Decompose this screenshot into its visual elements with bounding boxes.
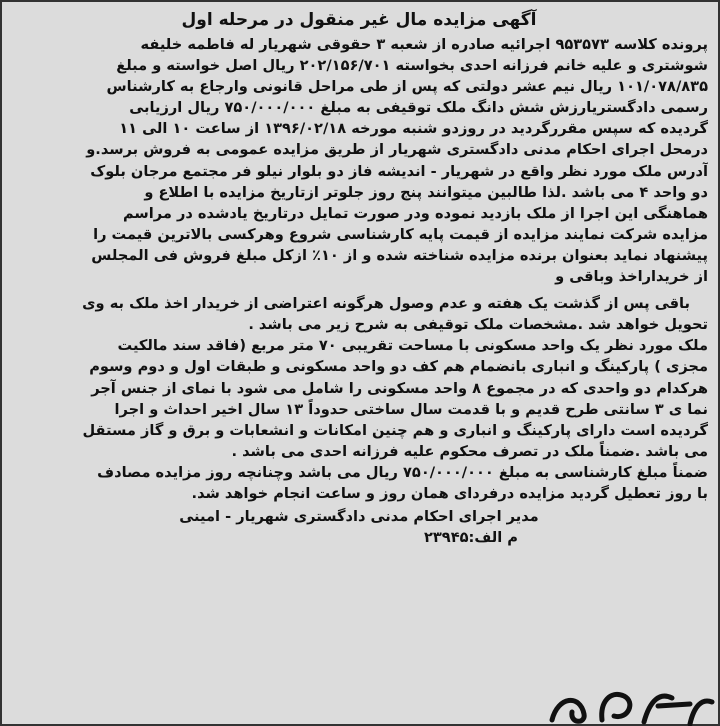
notice-line: رسمی دادگستریارزش شش دانگ ملک توقیفی به مبلغ ۷۵۰/۰۰۰/۰۰۰ ریال ارزیابی xyxy=(129,99,708,117)
notice-line: دو واحد ۴ می باشد .لذا طالبین میتوانند پنج روز جلوتر ازتاریخ مزایده با اطلاع و xyxy=(144,183,708,201)
notice-line: ضمناً مبلغ کارشناسی به مبلغ ۷۵۰/۰۰۰/۰۰۰ ریال می باشد وچنانچه روز مزایده مصادف xyxy=(97,463,708,481)
reference-number: م الف:۲۳۹۴۵ xyxy=(423,529,518,547)
notice-line: شوشتری و علیه خانم فرزانه احدی بخواسته ۲۰۲/۱۵۶/۷۰۱ ریال اصل خواسته و مبلغ xyxy=(116,57,708,75)
notice-line: از خریداراخذ وباقی و xyxy=(555,268,708,286)
notice-title: آگهی مزایده مال غیر منقول در مرحله اول xyxy=(181,10,537,30)
notice-line: مزایده شرکت نمایند مزایده از قیمت پایه کارشناسی شروع وهرکسی بالاترین قیمت را xyxy=(93,225,708,243)
notice-line: درمحل اجرای احکام مدنی دادگستری شهریار از طریق مزایده عمومی به فروش برسد.و xyxy=(86,141,708,159)
notice-line: می باشد .ضمناً ملک در تصرف محکوم علیه فرزانه احدی می باشد . xyxy=(231,442,708,460)
notice-line: پیشنهاد نماید بعنوان برنده مزایده شناخته شده و از ۱۰٪ ازکل مبلغ فروش فی المجلس xyxy=(91,246,708,264)
notice-line: تحویل خواهد شد .مشخصات ملک توقیفی به شرح زیر می باشد . xyxy=(248,316,708,334)
notice-line: هرکدام دو واحدی که در مجموع ۸ واحد مسکونی را شامل می شود با نمای از جنس آجر xyxy=(91,379,708,397)
notice-line: گردیده که سپس مقررگردید در روزدو شنبه مورخه ۱۳۹۶/۰۲/۱۸ از ساعت ۱۰ الی ۱۱ xyxy=(119,120,708,138)
notice-line: آدرس ملک مورد نظر واقع در شهریار - اندیشه فاز دو بلوار نیلو فر مجتمع مرجان بلوک xyxy=(90,162,708,180)
notice-line: ۱۰۱/۰۷۸/۸۳۵ ریال نیم عشر دولتی که پس از طی مراحل قانونی وارجاع به کارشناس xyxy=(106,78,708,96)
notice-line: مجزی ) پارکینگ و انباری بانضمام هم کف دو واحد مسکونی و طبقات اول و دوم وسوم xyxy=(89,358,708,376)
notice-line: گردیده است دارای پارکینگ و انباری و هم چنین امکانات و انشعابات و برق و گاز مستقل xyxy=(82,421,708,439)
signer-line: مدیر اجرای احکام مدنی دادگستری شهریار - امینی xyxy=(179,508,539,526)
notice-line: باقی پس از گذشت یک هفته و عدم وصول هرگونه اعتراضی از خریدار اخذ ملک به وی xyxy=(82,295,690,313)
notice-line: نما ی ۳ سانتی طرح قدیم و با قدمت سال ساختی حدوداً ۱۳ سال اخیر احداث و اجرا xyxy=(114,400,708,418)
notice-line: هماهنگی این اجرا از ملک بازدید نموده ودر صورت تمایل درتاریخ یادشده در مراسم xyxy=(122,204,708,222)
notice-line: ملک مورد نظر یک واحد مسکونی با مساحت تقریبی ۷۰ متر مربع (فاقد سند مالکیت xyxy=(117,337,708,355)
notice-line: پرونده کلاسه ۹۵۳۵۷۳ اجرائیه صادره از شعبه ۳ حقوقی شهریار له فاطمه خلیفه xyxy=(140,36,708,53)
notice-line: با روز تعطیل گردید مزایده درفردای همان روز و ساعت انجام خواهد شد. xyxy=(191,484,708,502)
